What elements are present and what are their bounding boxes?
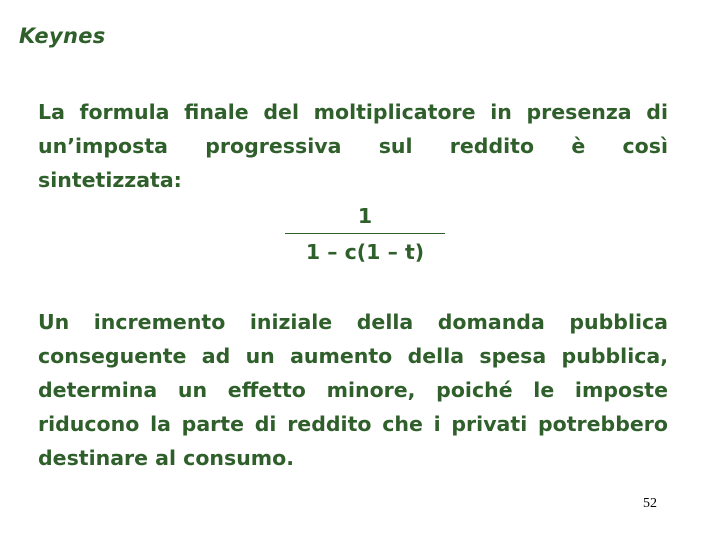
explanation-paragraph: Un incremento iniziale della domanda pubblica conseguente ad un aumento della spesa pubblica, determina un effetto minore, poiché le imposte riducono la parte di reddito che i privati potrebbero destinare al consumo. xyxy=(38,310,668,470)
page-number: 52 xyxy=(643,496,657,511)
fraction-bar xyxy=(285,233,445,234)
formula-denominator: 1 – c(1 – t) xyxy=(305,240,425,264)
multiplier-formula xyxy=(285,201,445,267)
formula-numerator: 1 xyxy=(357,204,373,228)
intro-paragraph: La formula finale del moltiplicatore in presenza di un’imposta progressiva sul reddito è così sintetizzata: xyxy=(38,100,668,192)
slide-title: Keynes xyxy=(19,24,106,48)
